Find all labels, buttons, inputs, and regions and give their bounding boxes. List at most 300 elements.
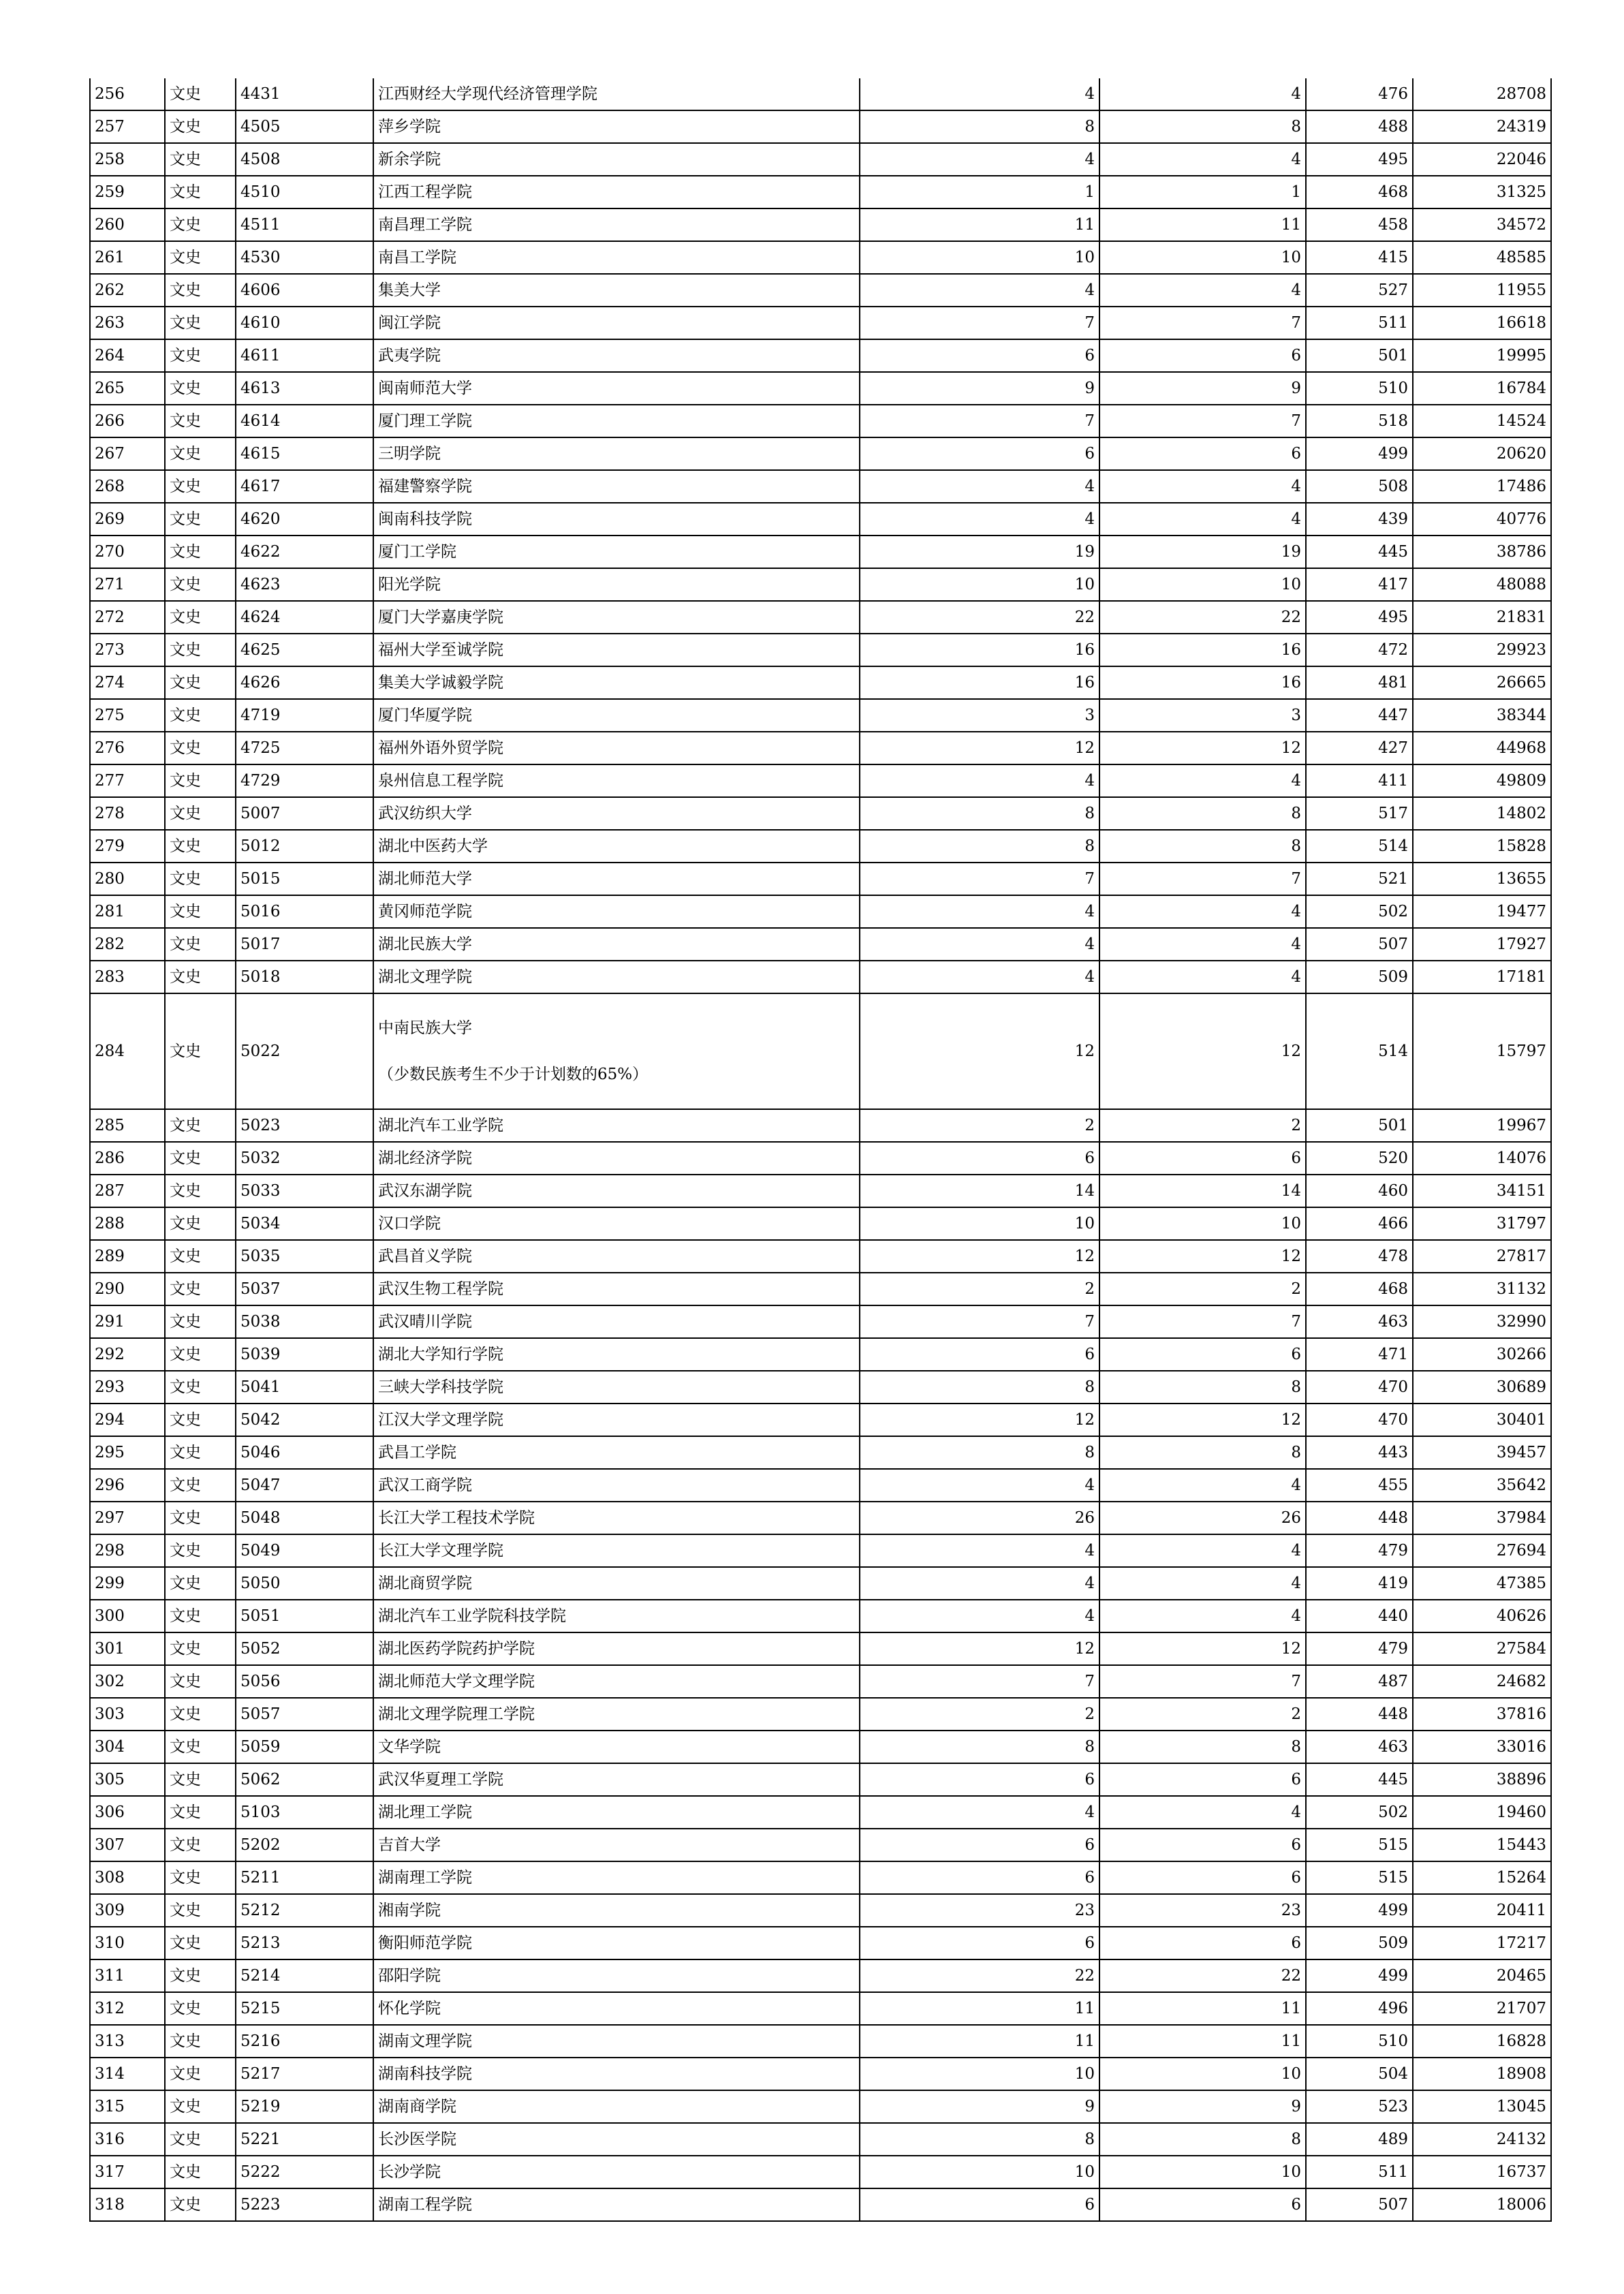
table-row	[90, 895, 1551, 928]
admitted-count: 19	[1099, 536, 1306, 568]
admitted-count: 26	[1099, 1502, 1306, 1534]
min-score: 468	[1306, 176, 1413, 208]
subject-cell: 文史	[165, 1534, 236, 1567]
subject-cell: 文史	[165, 2156, 236, 2188]
plan-count: 4	[860, 764, 1099, 797]
school-code: 4623	[236, 568, 373, 601]
plan-count: 6	[860, 1829, 1099, 1861]
plan-count: 6	[860, 339, 1099, 372]
table-body	[90, 78, 1551, 2221]
min-score: 470	[1306, 1404, 1413, 1436]
min-rank: 37816	[1413, 1698, 1551, 1731]
school-code: 5022	[236, 993, 373, 1109]
subject-cell: 文史	[165, 1207, 236, 1240]
admitted-count: 9	[1099, 2090, 1306, 2123]
plan-count: 7	[860, 1305, 1099, 1338]
row-number: 284	[90, 993, 165, 1109]
plan-count: 8	[860, 110, 1099, 143]
min-rank: 31325	[1413, 176, 1551, 208]
min-rank: 14802	[1413, 797, 1551, 830]
table-row	[90, 764, 1551, 797]
table-row	[90, 1959, 1551, 1992]
admitted-count: 10	[1099, 2058, 1306, 2090]
admitted-count: 7	[1099, 1305, 1306, 1338]
school-code: 4606	[236, 274, 373, 307]
subject-cell: 文史	[165, 2025, 236, 2058]
min-score: 415	[1306, 241, 1413, 274]
min-rank: 15264	[1413, 1861, 1551, 1894]
min-score: 476	[1306, 78, 1413, 110]
min-score: 455	[1306, 1469, 1413, 1502]
table-row	[90, 1567, 1551, 1600]
min-score: 504	[1306, 2058, 1413, 2090]
school-name: 邵阳学院	[373, 1959, 860, 1992]
min-score: 489	[1306, 2123, 1413, 2156]
min-score: 495	[1306, 601, 1413, 634]
school-name: 湖南理工学院	[373, 1861, 860, 1894]
min-rank: 49809	[1413, 764, 1551, 797]
table-row	[90, 1665, 1551, 1698]
school-code: 4719	[236, 699, 373, 732]
row-number: 286	[90, 1142, 165, 1175]
school-code: 5062	[236, 1763, 373, 1796]
table-row	[90, 1371, 1551, 1404]
table-row	[90, 241, 1551, 274]
admitted-count: 6	[1099, 2188, 1306, 2221]
min-score: 514	[1306, 993, 1413, 1109]
admitted-count: 2	[1099, 1698, 1306, 1731]
row-number: 273	[90, 634, 165, 666]
school-name: 怀化学院	[373, 1992, 860, 2025]
min-rank: 34151	[1413, 1175, 1551, 1207]
row-number: 272	[90, 601, 165, 634]
school-name: 武夷学院	[373, 339, 860, 372]
admitted-count: 6	[1099, 1763, 1306, 1796]
school-code: 5050	[236, 1567, 373, 1600]
plan-count: 10	[860, 568, 1099, 601]
admitted-count: 12	[1099, 1632, 1306, 1665]
min-rank: 16618	[1413, 307, 1551, 339]
table-row	[90, 208, 1551, 241]
min-rank: 47385	[1413, 1567, 1551, 1600]
school-code: 5103	[236, 1796, 373, 1829]
min-score: 499	[1306, 1894, 1413, 1927]
min-rank: 38896	[1413, 1763, 1551, 1796]
plan-count: 7	[860, 307, 1099, 339]
admitted-count: 6	[1099, 437, 1306, 470]
min-rank: 38786	[1413, 536, 1551, 568]
school-code: 5211	[236, 1861, 373, 1894]
school-name: 福建警察学院	[373, 470, 860, 503]
admitted-count: 4	[1099, 961, 1306, 993]
school-code: 5034	[236, 1207, 373, 1240]
row-number: 293	[90, 1371, 165, 1404]
min-rank: 18006	[1413, 2188, 1551, 2221]
row-number: 295	[90, 1436, 165, 1469]
plan-count: 4	[860, 470, 1099, 503]
school-name: 湖北医药学院药护学院	[373, 1632, 860, 1665]
admitted-count: 16	[1099, 634, 1306, 666]
min-score: 439	[1306, 503, 1413, 536]
row-number: 277	[90, 764, 165, 797]
admitted-count: 8	[1099, 797, 1306, 830]
admitted-count: 4	[1099, 1534, 1306, 1567]
table-row	[90, 1894, 1551, 1927]
row-number: 303	[90, 1698, 165, 1731]
subject-cell: 文史	[165, 176, 236, 208]
school-name: 衡阳师范学院	[373, 1927, 860, 1959]
school-code: 5219	[236, 2090, 373, 2123]
school-name: 湖北经济学院	[373, 1142, 860, 1175]
plan-count: 4	[860, 78, 1099, 110]
min-rank: 27584	[1413, 1632, 1551, 1665]
subject-cell: 文史	[165, 666, 236, 699]
min-score: 507	[1306, 2188, 1413, 2221]
plan-count: 12	[860, 1632, 1099, 1665]
table-row	[90, 1992, 1551, 2025]
min-score: 448	[1306, 1698, 1413, 1731]
min-score: 479	[1306, 1632, 1413, 1665]
table-row	[90, 307, 1551, 339]
school-code: 5038	[236, 1305, 373, 1338]
plan-count: 7	[860, 405, 1099, 437]
plan-count: 2	[860, 1273, 1099, 1305]
min-score: 419	[1306, 1567, 1413, 1600]
row-number: 276	[90, 732, 165, 764]
row-number: 265	[90, 372, 165, 405]
subject-cell: 文史	[165, 1371, 236, 1404]
min-rank: 40626	[1413, 1600, 1551, 1632]
table-row	[90, 1175, 1551, 1207]
admitted-count: 23	[1099, 1894, 1306, 1927]
admitted-count: 8	[1099, 2123, 1306, 2156]
plan-count: 11	[860, 1992, 1099, 2025]
plan-count: 8	[860, 2123, 1099, 2156]
school-name-text: 中南民族大学	[378, 1019, 472, 1037]
row-number: 289	[90, 1240, 165, 1273]
row-number: 281	[90, 895, 165, 928]
school-code: 4511	[236, 208, 373, 241]
school-name: 阳光学院	[373, 568, 860, 601]
row-number: 290	[90, 1273, 165, 1305]
min-rank: 27694	[1413, 1534, 1551, 1567]
min-rank: 17181	[1413, 961, 1551, 993]
school-name: 湖北师范大学	[373, 863, 860, 895]
plan-count: 10	[860, 1207, 1099, 1240]
min-rank: 20411	[1413, 1894, 1551, 1927]
school-code: 5221	[236, 2123, 373, 2156]
subject-cell: 文史	[165, 78, 236, 110]
min-rank: 17486	[1413, 470, 1551, 503]
school-code: 5214	[236, 1959, 373, 1992]
admission-table	[89, 78, 1552, 2222]
row-number: 318	[90, 2188, 165, 2221]
subject-cell: 文史	[165, 2058, 236, 2090]
school-code: 4530	[236, 241, 373, 274]
school-name: 吉首大学	[373, 1829, 860, 1861]
school-code: 5017	[236, 928, 373, 961]
table-row	[90, 2188, 1551, 2221]
min-score: 501	[1306, 339, 1413, 372]
school-name: 武昌首义学院	[373, 1240, 860, 1273]
table-row	[90, 993, 1551, 1109]
subject-cell: 文史	[165, 993, 236, 1109]
subject-cell: 文史	[165, 1600, 236, 1632]
table-row	[90, 1109, 1551, 1142]
subject-cell: 文史	[165, 1731, 236, 1763]
table-row	[90, 1240, 1551, 1273]
plan-count: 8	[860, 830, 1099, 863]
school-name: 武汉生物工程学院	[373, 1273, 860, 1305]
min-score: 509	[1306, 961, 1413, 993]
min-rank: 24132	[1413, 2123, 1551, 2156]
school-code: 5042	[236, 1404, 373, 1436]
table-row	[90, 274, 1551, 307]
min-rank: 37984	[1413, 1502, 1551, 1534]
school-name: 湖南工程学院	[373, 2188, 860, 2221]
row-number: 310	[90, 1927, 165, 1959]
plan-count: 4	[860, 1534, 1099, 1567]
min-score: 470	[1306, 1371, 1413, 1404]
row-number: 279	[90, 830, 165, 863]
min-rank: 16784	[1413, 372, 1551, 405]
admitted-count: 2	[1099, 1109, 1306, 1142]
school-name: 湖南文理学院	[373, 2025, 860, 2058]
school-name: 厦门华厦学院	[373, 699, 860, 732]
school-name: 南昌工学院	[373, 241, 860, 274]
min-score: 448	[1306, 1502, 1413, 1534]
table-row	[90, 1763, 1551, 1796]
min-score: 411	[1306, 764, 1413, 797]
school-code: 5202	[236, 1829, 373, 1861]
subject-cell: 文史	[165, 699, 236, 732]
subject-cell: 文史	[165, 1404, 236, 1436]
table-row	[90, 830, 1551, 863]
school-code: 4617	[236, 470, 373, 503]
table-row	[90, 2090, 1551, 2123]
min-score: 499	[1306, 1959, 1413, 1992]
school-name: 武汉东湖学院	[373, 1175, 860, 1207]
row-number: 262	[90, 274, 165, 307]
min-score: 507	[1306, 928, 1413, 961]
row-number: 311	[90, 1959, 165, 1992]
plan-count: 6	[860, 1763, 1099, 1796]
school-code: 5213	[236, 1927, 373, 1959]
subject-cell: 文史	[165, 1273, 236, 1305]
table-row	[90, 1404, 1551, 1436]
table-row	[90, 1632, 1551, 1665]
min-score: 502	[1306, 895, 1413, 928]
table-row	[90, 1861, 1551, 1894]
admitted-count: 4	[1099, 764, 1306, 797]
school-name: 福州大学至诚学院	[373, 634, 860, 666]
admitted-count: 4	[1099, 470, 1306, 503]
min-rank: 31132	[1413, 1273, 1551, 1305]
admitted-count: 6	[1099, 339, 1306, 372]
min-score: 471	[1306, 1338, 1413, 1371]
plan-count: 11	[860, 2025, 1099, 2058]
school-name	[373, 993, 860, 1109]
table-row	[90, 2123, 1551, 2156]
plan-count: 9	[860, 2090, 1099, 2123]
row-number: 315	[90, 2090, 165, 2123]
school-code: 5051	[236, 1600, 373, 1632]
min-score: 472	[1306, 634, 1413, 666]
min-score: 463	[1306, 1305, 1413, 1338]
subject-cell: 文史	[165, 830, 236, 863]
school-code: 5007	[236, 797, 373, 830]
school-code: 5046	[236, 1436, 373, 1469]
admitted-count: 8	[1099, 1731, 1306, 1763]
min-score: 496	[1306, 1992, 1413, 2025]
school-name: 武汉华夏理工学院	[373, 1763, 860, 1796]
min-score: 520	[1306, 1142, 1413, 1175]
subject-cell: 文史	[165, 1894, 236, 1927]
plan-count: 6	[860, 1861, 1099, 1894]
subject-cell: 文史	[165, 2090, 236, 2123]
subject-cell: 文史	[165, 437, 236, 470]
min-rank: 20620	[1413, 437, 1551, 470]
plan-count: 4	[860, 1600, 1099, 1632]
min-rank: 14076	[1413, 1142, 1551, 1175]
min-rank: 20465	[1413, 1959, 1551, 1992]
plan-count: 14	[860, 1175, 1099, 1207]
min-rank: 17927	[1413, 928, 1551, 961]
school-name: 闽江学院	[373, 307, 860, 339]
school-code: 4614	[236, 405, 373, 437]
min-rank: 48585	[1413, 241, 1551, 274]
plan-count: 6	[860, 1338, 1099, 1371]
school-code: 5023	[236, 1109, 373, 1142]
school-code: 5041	[236, 1371, 373, 1404]
plan-count: 9	[860, 372, 1099, 405]
table-row	[90, 1338, 1551, 1371]
plan-count: 7	[860, 863, 1099, 895]
school-name: 泉州信息工程学院	[373, 764, 860, 797]
table-row	[90, 536, 1551, 568]
school-name: 江汉大学文理学院	[373, 1404, 860, 1436]
row-number: 275	[90, 699, 165, 732]
plan-count: 16	[860, 634, 1099, 666]
row-number: 306	[90, 1796, 165, 1829]
table-row	[90, 78, 1551, 110]
min-score: 508	[1306, 470, 1413, 503]
school-name: 厦门工学院	[373, 536, 860, 568]
school-code: 5032	[236, 1142, 373, 1175]
subject-cell: 文史	[165, 2188, 236, 2221]
subject-cell: 文史	[165, 634, 236, 666]
min-rank: 30689	[1413, 1371, 1551, 1404]
min-score: 515	[1306, 1829, 1413, 1861]
subject-cell: 文史	[165, 110, 236, 143]
table-row	[90, 928, 1551, 961]
row-number: 257	[90, 110, 165, 143]
min-score: 518	[1306, 405, 1413, 437]
min-score: 521	[1306, 863, 1413, 895]
admitted-count: 11	[1099, 208, 1306, 241]
table-row	[90, 2058, 1551, 2090]
admitted-count: 14	[1099, 1175, 1306, 1207]
min-rank: 22046	[1413, 143, 1551, 176]
plan-count: 6	[860, 2188, 1099, 2221]
row-number: 299	[90, 1567, 165, 1600]
row-number: 297	[90, 1502, 165, 1534]
plan-count: 4	[860, 503, 1099, 536]
school-name: 长沙医学院	[373, 2123, 860, 2156]
row-number: 260	[90, 208, 165, 241]
school-code: 5215	[236, 1992, 373, 2025]
min-score: 517	[1306, 797, 1413, 830]
school-name: 湘南学院	[373, 1894, 860, 1927]
plan-count: 19	[860, 536, 1099, 568]
school-name: 湖北理工学院	[373, 1796, 860, 1829]
table-row	[90, 1502, 1551, 1534]
subject-cell: 文史	[165, 405, 236, 437]
admitted-count: 4	[1099, 1796, 1306, 1829]
school-code: 5016	[236, 895, 373, 928]
school-name: 南昌理工学院	[373, 208, 860, 241]
row-number: 304	[90, 1731, 165, 1763]
row-number: 278	[90, 797, 165, 830]
row-number: 263	[90, 307, 165, 339]
row-number: 288	[90, 1207, 165, 1240]
admitted-count: 4	[1099, 1567, 1306, 1600]
min-rank: 33016	[1413, 1731, 1551, 1763]
school-code: 4613	[236, 372, 373, 405]
plan-count: 10	[860, 241, 1099, 274]
table-row	[90, 372, 1551, 405]
min-rank: 15828	[1413, 830, 1551, 863]
min-rank: 35642	[1413, 1469, 1551, 1502]
school-name: 长沙学院	[373, 2156, 860, 2188]
min-score: 463	[1306, 1731, 1413, 1763]
table-row	[90, 1731, 1551, 1763]
school-name: 湖北大学知行学院	[373, 1338, 860, 1371]
school-name: 闽南师范大学	[373, 372, 860, 405]
min-score: 445	[1306, 536, 1413, 568]
subject-cell: 文史	[165, 2123, 236, 2156]
table-row	[90, 437, 1551, 470]
plan-count: 4	[860, 1469, 1099, 1502]
row-number: 296	[90, 1469, 165, 1502]
subject-cell: 文史	[165, 863, 236, 895]
table-row	[90, 797, 1551, 830]
school-code: 4624	[236, 601, 373, 634]
school-code: 4729	[236, 764, 373, 797]
subject-cell: 文史	[165, 1992, 236, 2025]
plan-count: 4	[860, 895, 1099, 928]
school-name: 长江大学工程技术学院	[373, 1502, 860, 1534]
table-row	[90, 666, 1551, 699]
table-row	[90, 1436, 1551, 1469]
school-name: 厦门理工学院	[373, 405, 860, 437]
school-code: 5223	[236, 2188, 373, 2221]
min-rank: 30401	[1413, 1404, 1551, 1436]
subject-cell: 文史	[165, 1796, 236, 1829]
school-code: 5222	[236, 2156, 373, 2188]
admitted-count: 12	[1099, 1240, 1306, 1273]
row-number: 308	[90, 1861, 165, 1894]
table-row	[90, 699, 1551, 732]
subject-cell: 文史	[165, 1469, 236, 1502]
admitted-count: 22	[1099, 601, 1306, 634]
school-name: 福州外语外贸学院	[373, 732, 860, 764]
admitted-count: 7	[1099, 405, 1306, 437]
admitted-count: 4	[1099, 274, 1306, 307]
admitted-count: 2	[1099, 1273, 1306, 1305]
school-name: 三明学院	[373, 437, 860, 470]
row-number: 301	[90, 1632, 165, 1665]
